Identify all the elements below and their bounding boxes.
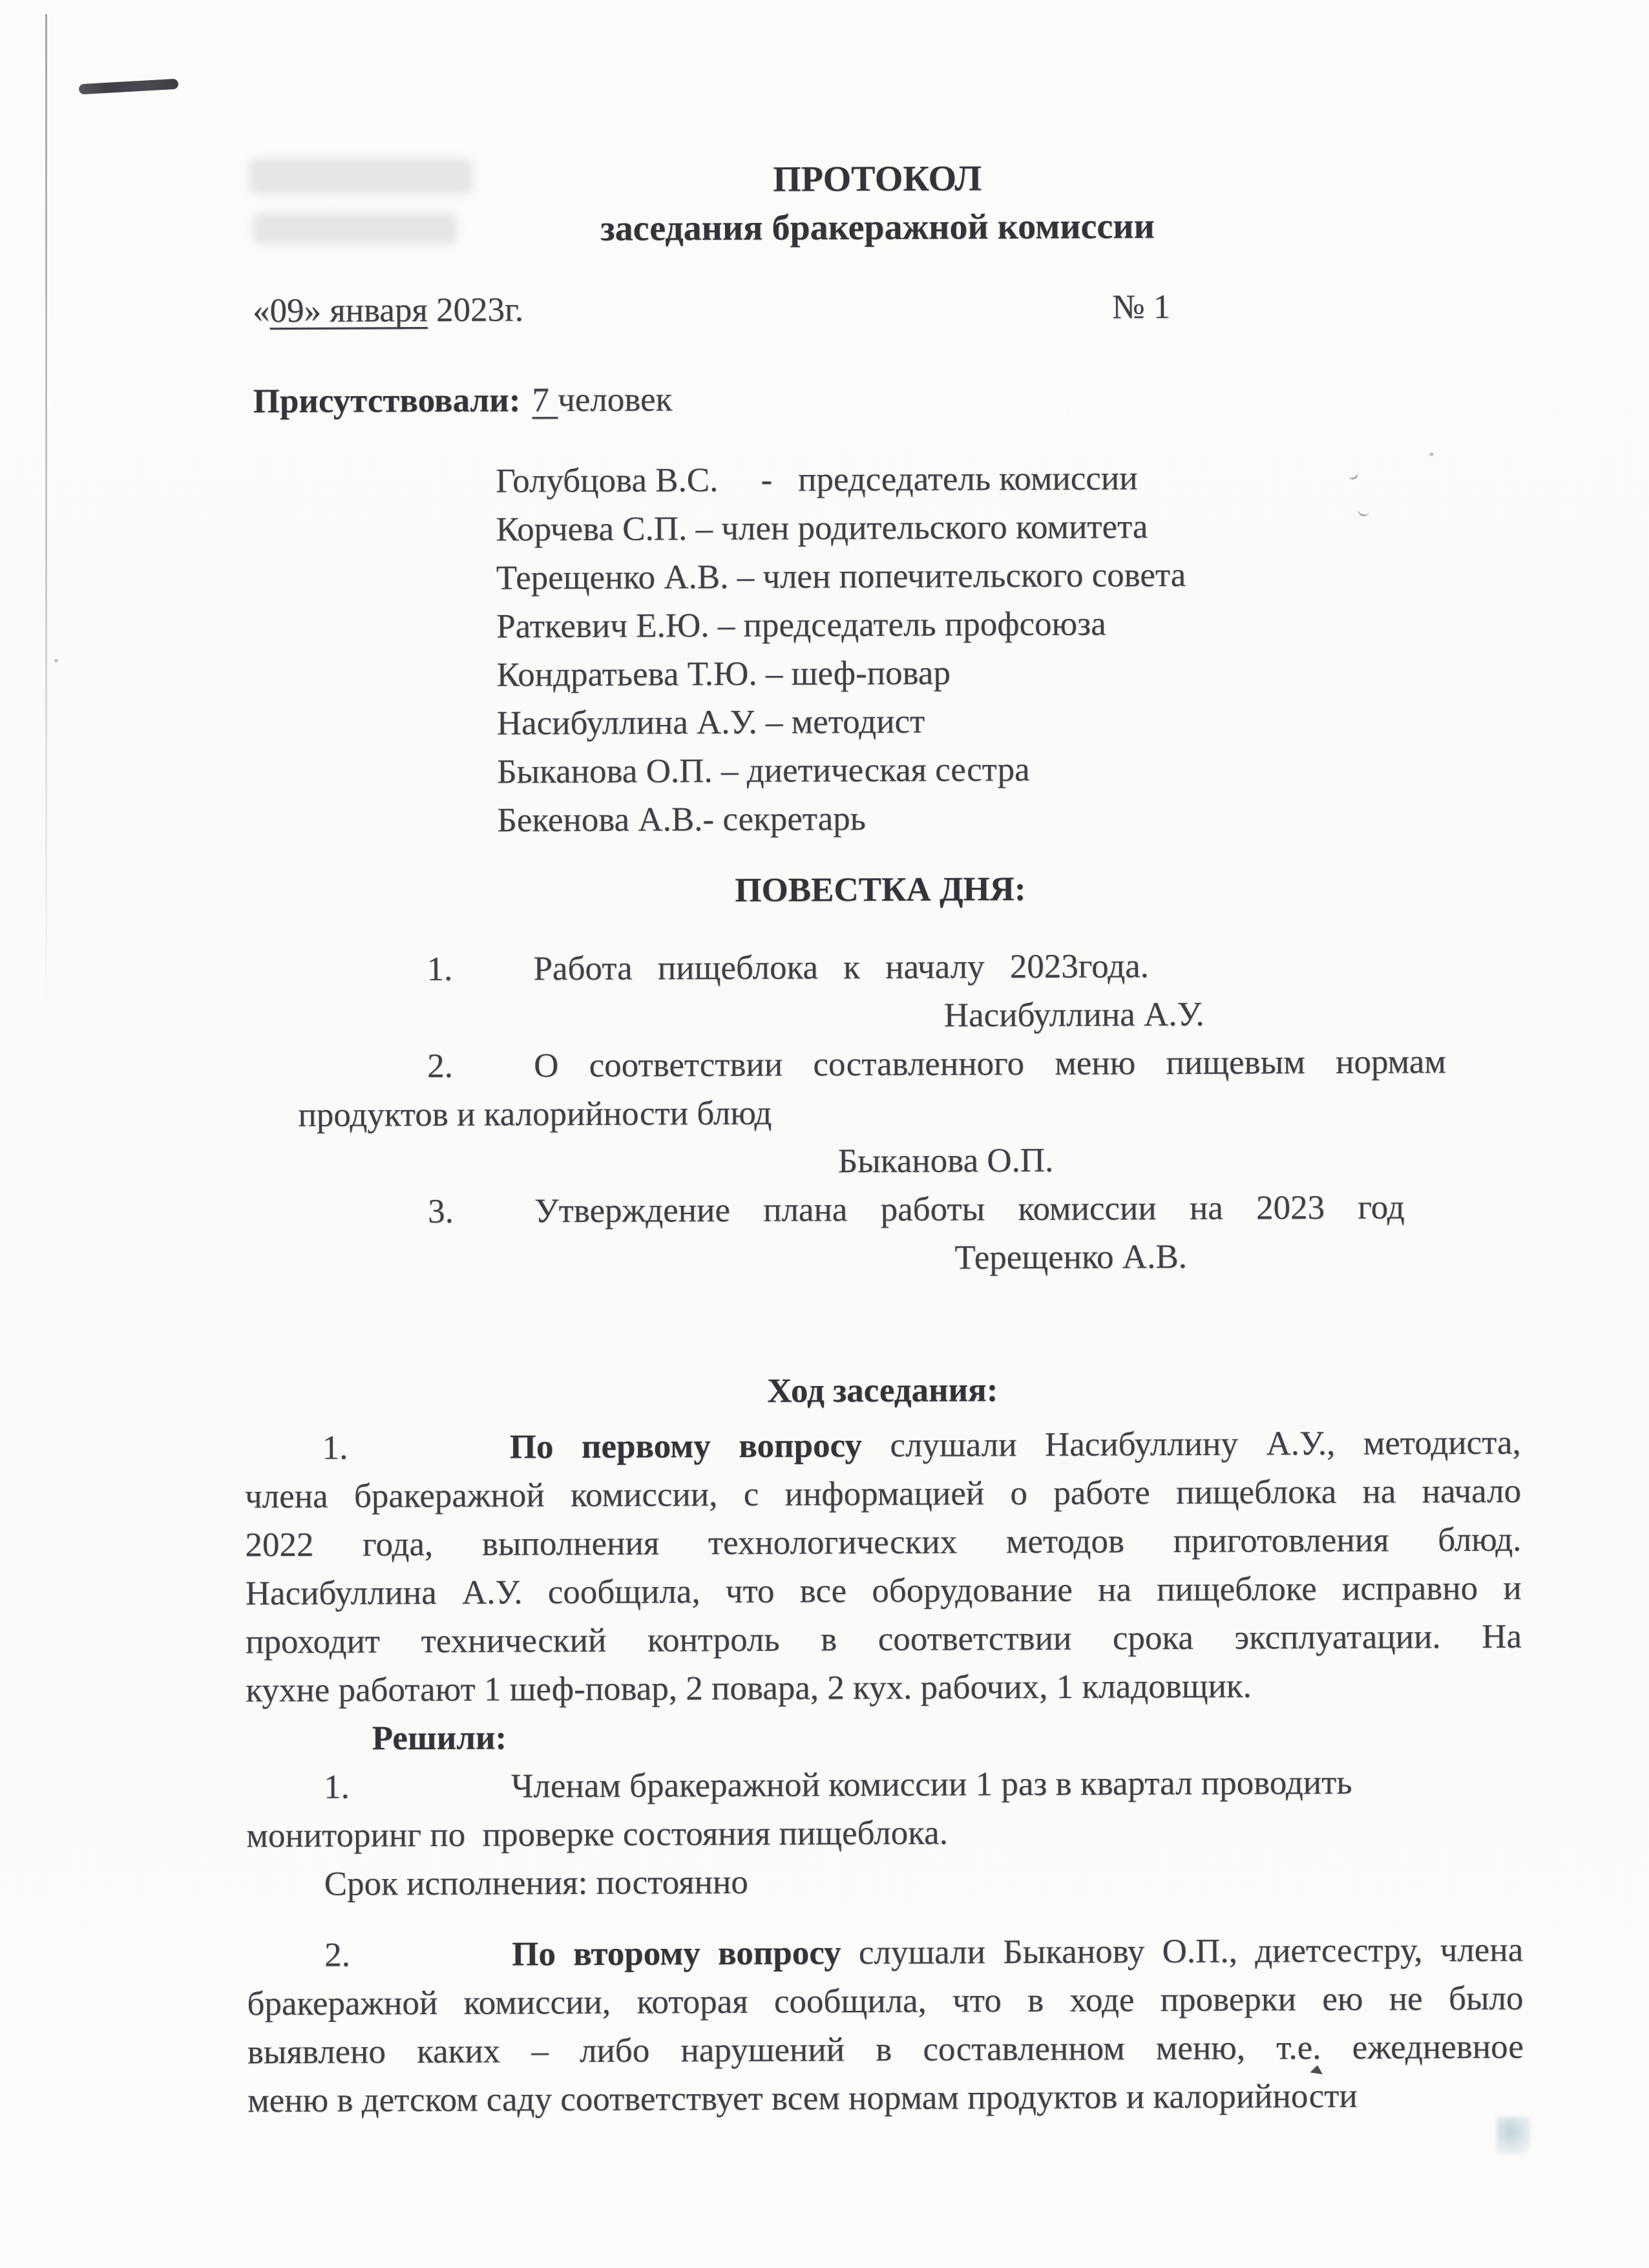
proceedings-heading: Ход заседания: — [767, 1371, 998, 1410]
q2-line-3: выявлено каких – либо нарушений в составленном меню, т.е. ежедневное — [247, 2028, 1524, 2072]
resolution-1-line-1 — [246, 1758, 1522, 1812]
agenda-speaker-2: Быканова О.П. — [837, 1141, 1054, 1181]
member-row: Кондратьева Т.Ю. – шеф-повар — [496, 654, 951, 694]
member-row: Бекенова А.В.- секретарь — [497, 800, 866, 839]
q2-line-1-rest: слушали Быканову О.П., диетсестру, члена — [858, 1931, 1524, 1972]
member-row: Насибуллина А.У. – методист — [496, 702, 925, 742]
date-year: 2023г. — [427, 291, 524, 330]
member-row: Раткевич Е.Ю. – председатель профсоюза — [496, 605, 1106, 646]
q2-lead: По второму вопросу — [512, 1934, 841, 1973]
agenda-item-number: 3. — [428, 1192, 454, 1231]
agenda-item-1 — [242, 941, 1518, 995]
doc-subtitle: заседания бракеражной комиссии — [600, 206, 1155, 249]
member-row: Корчева С.П. – член родительского комитета — [496, 508, 1148, 549]
q2-line-2: бракеражной комиссии, которая сообщила, что в ходе проверки ею не было — [247, 1979, 1524, 2023]
q1-number: 1. — [322, 1429, 348, 1467]
attendees-count: 7 — [532, 381, 558, 419]
agenda-item-2 — [243, 1038, 1519, 1092]
date-open-quote: « — [252, 292, 270, 330]
doc-title: ПРОТОКОЛ — [773, 158, 982, 200]
resolution-1-line-2: мониторинг по проверке состояния пищеблока. — [246, 1814, 949, 1855]
q1-line-2: члена бракеражной комиссии, с информацией о работе пищеблока на начало — [244, 1472, 1522, 1516]
q1-line-6: кухне работают 1 шеф-повар, 2 повара, 2 кух. рабочих, 1 кладовщик. — [246, 1667, 1252, 1710]
resolution-text: Членам бракеражной комиссии 1 раз в квартал проводить — [510, 1763, 1352, 1805]
q1-line-1 — [245, 1419, 1521, 1473]
deadline-line: Срок исполнения: постоянно — [324, 1863, 748, 1903]
resolution-number: 1. — [323, 1768, 350, 1806]
member-row: Голубцова В.С. - председатель комиссии — [496, 459, 1138, 500]
document-body — [239, 152, 1524, 2126]
q1-line-3: 2022 года, выполнения технологических методов приготовления блюд. — [245, 1520, 1522, 1564]
q2-number: 2. — [324, 1936, 351, 1974]
doc-number: № 1 — [1111, 288, 1171, 326]
member-row: Быканова О.П. – диетическая сестра — [497, 750, 1030, 791]
resolved-label: Решили: — [372, 1719, 507, 1758]
agenda-item-number: 1. — [426, 950, 453, 989]
date-underlined: 09» января — [269, 291, 428, 330]
q1-line-4: Насибуллина А.У. сообщила, что все оборудование на пищеблоке исправно и — [245, 1569, 1522, 1613]
q2-line-4: меню в детском саду соответствует всем нормам продуктов и калорийности — [247, 2077, 1358, 2120]
agenda-item-number: 2. — [427, 1047, 454, 1086]
agenda-item-3 — [244, 1183, 1520, 1237]
attendees-label: Присутствовали: — [253, 381, 521, 421]
q1-line-1-rest: слушали Насибуллину А.У., методиста, — [890, 1423, 1521, 1464]
q1-lead: По первому вопросу — [509, 1427, 863, 1466]
attendees-line — [253, 372, 1516, 426]
scan-speck — [54, 659, 58, 662]
member-row: Терещенко А.В. – член попечительского совета — [496, 556, 1186, 597]
attendees-unit: человек — [558, 381, 673, 419]
marker-stroke-artifact — [79, 79, 179, 95]
q2-line-1 — [247, 1926, 1523, 1980]
date-line — [253, 282, 1516, 336]
teal-smudge — [1497, 2117, 1530, 2154]
agenda-speaker-3: Терещенко А.В. — [954, 1237, 1188, 1277]
agenda-item-text: Утверждение плана работы комиссии на 2023 год — [534, 1188, 1405, 1230]
agenda-speaker-1: Насибуллина А.У. — [943, 995, 1204, 1034]
agenda-heading: ПОВЕСТКА ДНЯ: — [735, 870, 1026, 909]
q1-line-5: проходит технический контроль в соответствии срока эксплуатации. На — [245, 1617, 1522, 1661]
agenda-item-2-continuation: продуктов и калорийности блюд — [298, 1094, 772, 1134]
page-edge-line — [45, 14, 47, 1013]
agenda-item-text: О соответствии составленного меню пищевым нормам — [534, 1043, 1446, 1085]
agenda-item-text: Работа пищеблока к началу 2023года. — [533, 947, 1150, 988]
